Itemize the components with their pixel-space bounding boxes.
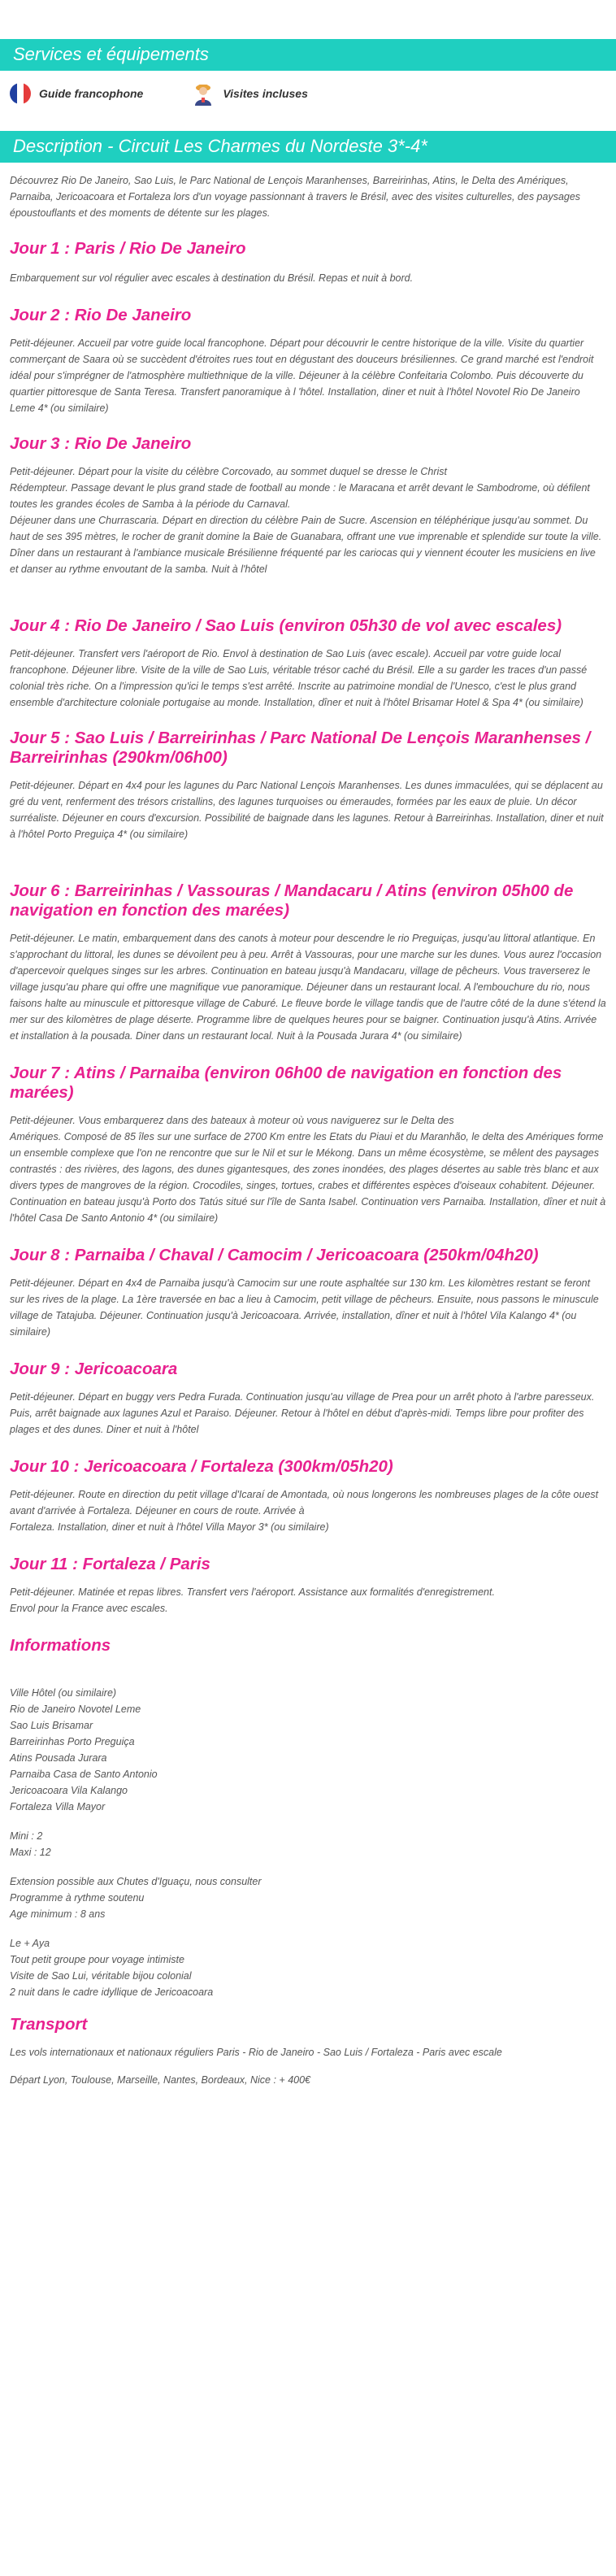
transport-flights: Les vols internationaux et nationaux réguliers Paris - Rio de Janeiro - Sao Luis / Fortaleza - Paris avec escale [10,2047,502,2058]
service-guide-label: Guide francophone [39,87,144,100]
transport-departures: Départ Lyon, Toulouse, Marseille, Nantes, Bordeaux, Nice : + 400€ [10,2074,311,2086]
services-list [0,71,616,116]
informations-plus: Le + Aya Tout petit groupe pour voyage intimiste Visite de Sao Lui, véritable bijou colonial 2 nuit dans le cadre idyllique de Jericoacoara [10,1938,214,1998]
day-7-text: Petit-déjeuner. Vous embarquerez dans des bateaux à moteur où vous naviguerez sur le Delta des Amériques. Composé de 85 îles sur une surface de 2700 Km entre les Etats du Piaui et du Maranhão, le delta des Amériques forme un ensemble complexe que l'on ne rencontre que sur le Nil et sur le Mékong. Dans un même écosystème, se mêlent des paysages contrastés : des rivières, des lagons, des dunes gigantesques, des zones inondées, des plages désertes au sable très blanc et aux divers types de mangroves de la région. Crocodiles, singes, tortues, crabes et différentes espèces d'oiseaux cohabitent. Déjeuner. Continuation en bateau jusqu'à Porto dos Tatús situé sur l'île de Santa Isabel. Continuation vers Parnaiba. Installation, dîner et nuit à l'hôtel Casa De Santo Antonio 4* (ou similaire) [10,1115,606,1224]
services-header: Services et équipements [0,39,616,71]
day-6-title: Jour 6 : Barreirinhas / Vassouras / Mandacaru / Atins (environ 05h00 de navigation en fonction des marées) [10,881,574,920]
day-9-text: Petit-déjeuner. Départ en buggy vers Pedra Furada. Continuation jusqu'au village de Prea pour un arrêt photo à l'arbre paresseux. Puis, arrêt baignade aux lagunes Azul et Paraiso. Déjeuner. Retour à l'hôtel en début d'après-midi. Temps libre pour profiter des plages et des dunes. Diner et nuit à l'hôtel [10,1391,595,1435]
service-visits-label: Visites incluses [223,87,308,100]
day-8-text: Petit-déjeuner. Départ en 4x4 de Parnaiba jusqu'à Camocim sur une route asphaltée sur 130 km. Les kilomètres restant se feront sur les rives de la plage. La 1ère traversée en bac a lieu à Camocim, petit village de pêcheurs. Ensuite, nous passons le minuscule village de Tatajuba. Déjeuner. Continuation jusqu'à Jericoacoara. Arrivée, installation, dîner et nuit à l'hôtel Vila Kalango 4* (ou similaire) [10,1277,599,1338]
informations-hotels: Ville Hôtel (ou similaire) Rio de Janeiro Novotel Leme Sao Luis Brisamar Barreirinhas Porto Preguiça Atins Pousada Jurara Parnaiba Casa de Santo Antonio Jericoacoara Vila Kalango Fortaleza Villa Mayor [10,1687,158,1812]
guide-person-icon [192,81,215,106]
description-header: Description - Circuit Les Charmes du Nordeste 3*-4* [0,131,616,163]
day-1-title: Jour 1 : Paris / Rio De Janeiro [10,239,246,258]
day-9-title: Jour 9 : Jericoacoara [10,1360,178,1378]
day-7-title: Jour 7 : Atins / Parnaiba (environ 06h00 de navigation en fonction des marées) [10,1064,562,1102]
day-4-title: Jour 4 : Rio De Janeiro / Sao Luis (environ 05h30 de vol avec escales) [10,616,562,635]
day-5-title: Jour 5 : Sao Luis / Barreirinhas / Parc National De Lençois Maranhenses / Barreirinhas (290km/06h00) [10,729,591,767]
informations-title: Informations [10,1636,111,1655]
day-5-text: Petit-déjeuner. Départ en 4x4 pour les lagunes du Parc National Lençois Maranhenses. Les dunes immaculées, qui se déplacent au gré du vent, renferment des trésors cristallins, des lagunes turquoises ou émeraudes, formées par les eaux de pluie. Un décor surréaliste. Déjeuner en cours d'excursion. Possibilité de baignade dans les lagunes. Retour à Barreirinhas. Installation, diner et nuit à l'hôtel Porto Preguiça 4* (ou similaire) [10,780,604,840]
informations-pax: Mini : 2 Maxi : 12 [10,1830,51,1858]
day-2-title: Jour 2 : Rio De Janeiro [10,306,192,324]
day-8-title: Jour 8 : Parnaiba / Chaval / Camocim / Jericoacoara (250km/04h20) [10,1246,539,1264]
day-11-title: Jour 11 : Fortaleza / Paris [10,1555,210,1573]
day-4-text: Petit-déjeuner. Transfert vers l'aéroport de Rio. Envol à destination de Sao Luis (avec escale). Accueil par votre guide local francophone. Déjeuner libre. Visite de la ville de Sao Luis, véritable trésor caché du Brésil. Elle a su garder les traces d'un passé colonial très riche. On a l'impression qu'ici le temps s'est arrêté. Inscrite au patrimoine mondial de l'Unesco, c'est le plus grand ensemble d'architecture coloniale portugaise au monde. Installation, dîner et nuit à l'hôtel Brisamar Hotel & Spa 4* (ou similaire) [10,648,588,708]
service-visits [192,81,308,106]
day-3-title: Jour 3 : Rio De Janeiro [10,434,192,453]
day-10-title: Jour 10 : Jericoacoara / Fortaleza (300km/05h20) [10,1457,393,1476]
day-3-text: Petit-déjeuner. Départ pour la visite du célèbre Corcovado, au sommet duquel se dresse le Christ Rédempteur. Passage devant le plus grand stade de football au monde : le Maracana et arrêt devant le Sambodrome, où défilent toutes les grandes écoles de Samba à la période du Carnaval. Déjeuner dans une Churrascaria. Départ en direction du célèbre Pain de Sucre. Ascension en téléphérique jusqu'au sommet. Du haut de ses 395 mètres, le rocher de granit domine la Baie de Guanabara, offrant une vue imprenable et splendide sur toute la ville. Dîner dans un restaurant à l'ambiance musicale Brésilienne fréquenté par les cariocas qui y viennent écouter les musiciens en live et danser au rythme envoutant de la samba. Nuit à l'hôtel [10,466,602,575]
day-6-text: Petit-déjeuner. Le matin, embarquement dans des canots à moteur pour descendre le rio Preguiças, jusqu'au littoral atlantique. En s'approchant du littoral, les dunes se dévoilent peu à peu. Arrêt à Vassouras, pour une marche sur les dunes. Vous aurez l'occasion d'apercevoir quelques singes sur les arbres. Continuation en bateau jusqu'à Mandacaru, village de pêcheurs. Vous traverserez le village jusqu'au phare qui offre une magnifique vue panoramique. Déjeuner dans un restaurant local. A l'embouchure du rio, nous faisons halte au minuscule et pittoresque village de Caburé. Le fleuve borde le village tandis que de l'autre côté de la dune s'étend la mer sur des kilomètres de plage déserte. Programme libre de quelques heures pour se baigner. Continuation jusqu'à Atins. Arrivée et installation à la pousada. Diner dans un restaurant local. Nuit à la Pousada Jurara 4* (ou similaire) [10,933,606,1042]
day-2-text: Petit-déjeuner. Accueil par votre guide local francophone. Départ pour découvrir le centre historique de la ville. Visite du quartier commerçant de Saara où se succèdent d'étroites rues tout en dégustant des douceurs brésiliennes. Ce grand marché est l'endroit idéal pour s'imprégner de l'atmosphère multiethnique de la ville. Déjeuner à la célèbre Confeitaria Colombo. Puis découverte du quartier pittoresque de Santa Teresa. Transfert panoramique à l 'hôtel. Installation, diner et nuit à l'hôtel Novotel Rio De Janeiro Leme 4* (ou similaire) [10,337,594,414]
informations-extras: Extension possible aux Chutes d'Iguaçu, nous consulter Programme à rythme soutenu Age minimum : 8 ans [10,1876,262,1920]
description-intro: Découvrez Rio De Janeiro, Sao Luis, le Parc National de Lençois Maranhenses, Barreirinhas, Atins, le Delta des Amériques, Parnaiba, Jericoacoara et Fortaleza lors d'un voyage passionnant à travers le Brésil, avec des visites culturelles, des paysages époustouflants et des moments de détente sur les plages. [10,175,581,219]
french-flag-icon [10,83,31,104]
transport-title: Transport [10,2015,88,2034]
day-10-text: Petit-déjeuner. Route en direction du petit village d'Icaraí de Amontada, où nous longerons les nombreuses plages de la côte ouest avant d'arrivée à Fortaleza. Déjeuner en cours de route. Arrivée à Fortaleza. Installation, diner et nuit à l'hôtel Villa Mayor 3* (ou similaire) [10,1489,599,1533]
service-guide [10,83,143,104]
day-11-text: Petit-déjeuner. Matinée et repas libres. Transfert vers l'aéroport. Assistance aux formalités d'enregistrement. Envol pour la France avec escales. [10,1586,495,1614]
day-1-text: Embarquement sur vol régulier avec escales à destination du Brésil. Repas et nuit à bord. [10,272,414,284]
